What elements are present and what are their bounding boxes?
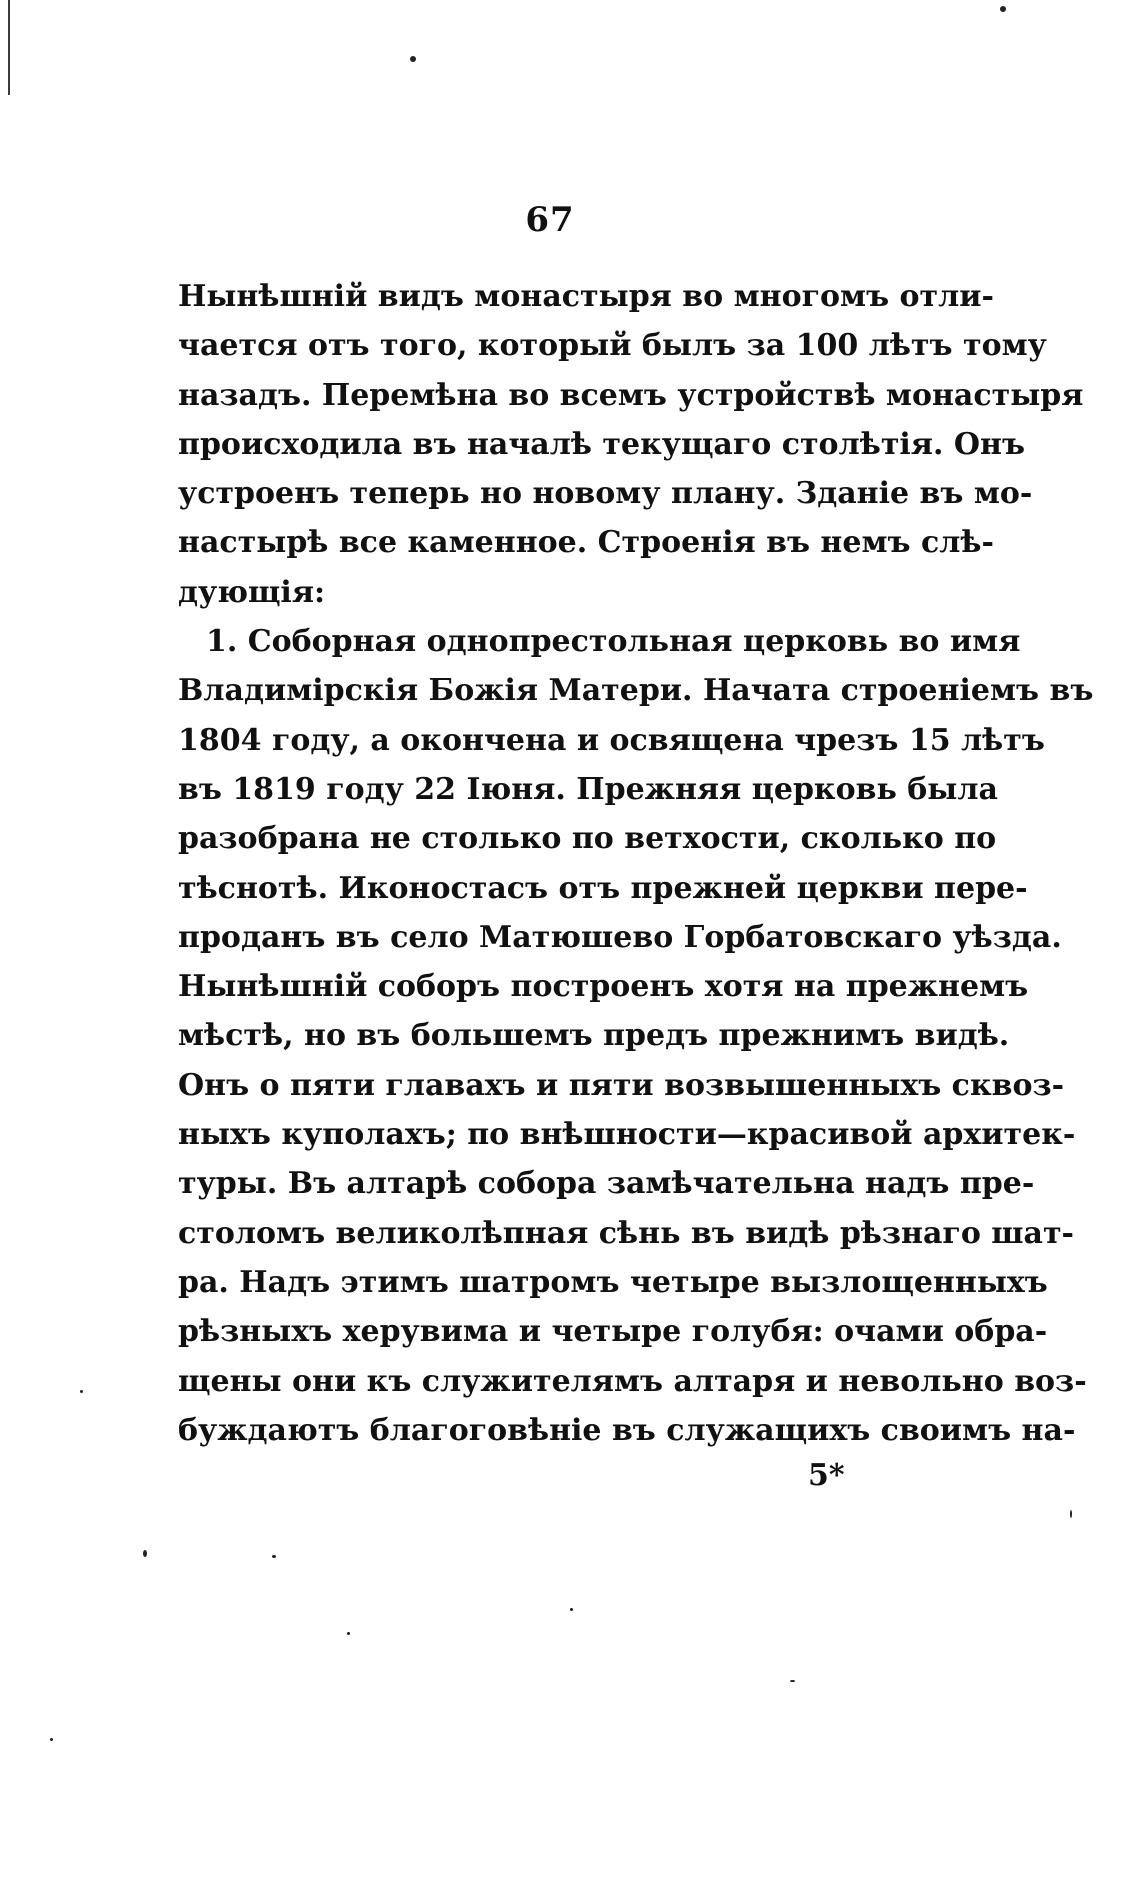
text-line: Нынѣшній соборъ построенъ хотя на прежнемъ xyxy=(178,969,1029,1005)
ink-speck xyxy=(80,1390,83,1393)
ink-speck xyxy=(1000,6,1006,12)
text-line: щены они къ служителямъ алтаря и невольно воз- xyxy=(178,1363,1087,1399)
ink-speck xyxy=(570,1608,573,1611)
text-line: ныхъ куполахъ; по внѣшности—красивой архитек- xyxy=(178,1117,1076,1153)
text-line: проданъ въ село Матюшево Горбатовскаго уѣзда. xyxy=(178,919,1062,955)
text-line: чается отъ того, который былъ за 100 лѣтъ тому xyxy=(178,328,1047,364)
text-line: буждаютъ благоговѣніе въ служащихъ своимъ на- xyxy=(178,1412,1076,1448)
text-line: Онъ о пяти главахъ и пяти возвышенныхъ сквоз- xyxy=(178,1067,1065,1103)
paragraph xyxy=(178,272,1084,617)
page-number: 67 xyxy=(525,200,575,240)
text-line: разобрана не столько по ветхости, сколько по xyxy=(178,821,997,857)
signature-mark: 5* xyxy=(808,1458,845,1493)
ink-speck xyxy=(790,1680,795,1682)
text-line: мѣстѣ, но въ большемъ предъ прежнимъ видѣ. xyxy=(178,1018,1010,1054)
text-line: Нынѣшній видъ монастыря во многомъ отли- xyxy=(178,279,994,314)
page-edge-line xyxy=(8,0,10,95)
text-line: устроенъ теперь но новому плану. Зданіе въ мо- xyxy=(178,476,1033,512)
paragraph xyxy=(178,617,1094,1455)
ink-speck xyxy=(272,1555,276,1558)
text-line: ра. Надъ этимъ шатромъ четыре вызлощенныхъ xyxy=(178,1264,1048,1300)
ink-speck xyxy=(50,1738,53,1741)
text-line: 1. Соборная однопрестольная церковь во имя xyxy=(206,624,1021,660)
ink-speck xyxy=(1070,1510,1072,1518)
text-line: настырѣ все каменное. Строенія въ немъ слѣ- xyxy=(178,525,994,561)
text-line: туры. Въ алтарѣ собора замѣчательна надъ пре- xyxy=(178,1166,1035,1202)
body-text xyxy=(178,272,1094,1455)
text-line: 1804 году, а окончена и освящена чрезъ 15 лѣтъ xyxy=(178,722,1045,758)
text-line: рѣзныхъ херувима и четыре голубя: очами обра- xyxy=(178,1314,1048,1350)
text-line: столомъ великолѣпная сѣнь въ видѣ рѣзнаго шат- xyxy=(178,1215,1074,1251)
text-line: въ 1819 году 22 Іюня. Прежняя церковь была xyxy=(178,771,998,807)
text-line: назадъ. Перемѣна во всемъ устройствѣ монастыря xyxy=(178,377,1084,413)
ink-speck xyxy=(347,1632,350,1635)
text-line: дующія: xyxy=(178,574,326,610)
ink-speck xyxy=(410,56,416,62)
text-line: тѣснотѣ. Иконостасъ отъ прежней церкви пере- xyxy=(178,870,1028,906)
text-line: Владимірскія Божія Матери. Начата строеніемъ въ xyxy=(178,673,1094,709)
ink-speck xyxy=(143,1550,147,1557)
text-line: происходила въ началѣ текущаго столѣтія. Онъ xyxy=(178,426,1025,462)
